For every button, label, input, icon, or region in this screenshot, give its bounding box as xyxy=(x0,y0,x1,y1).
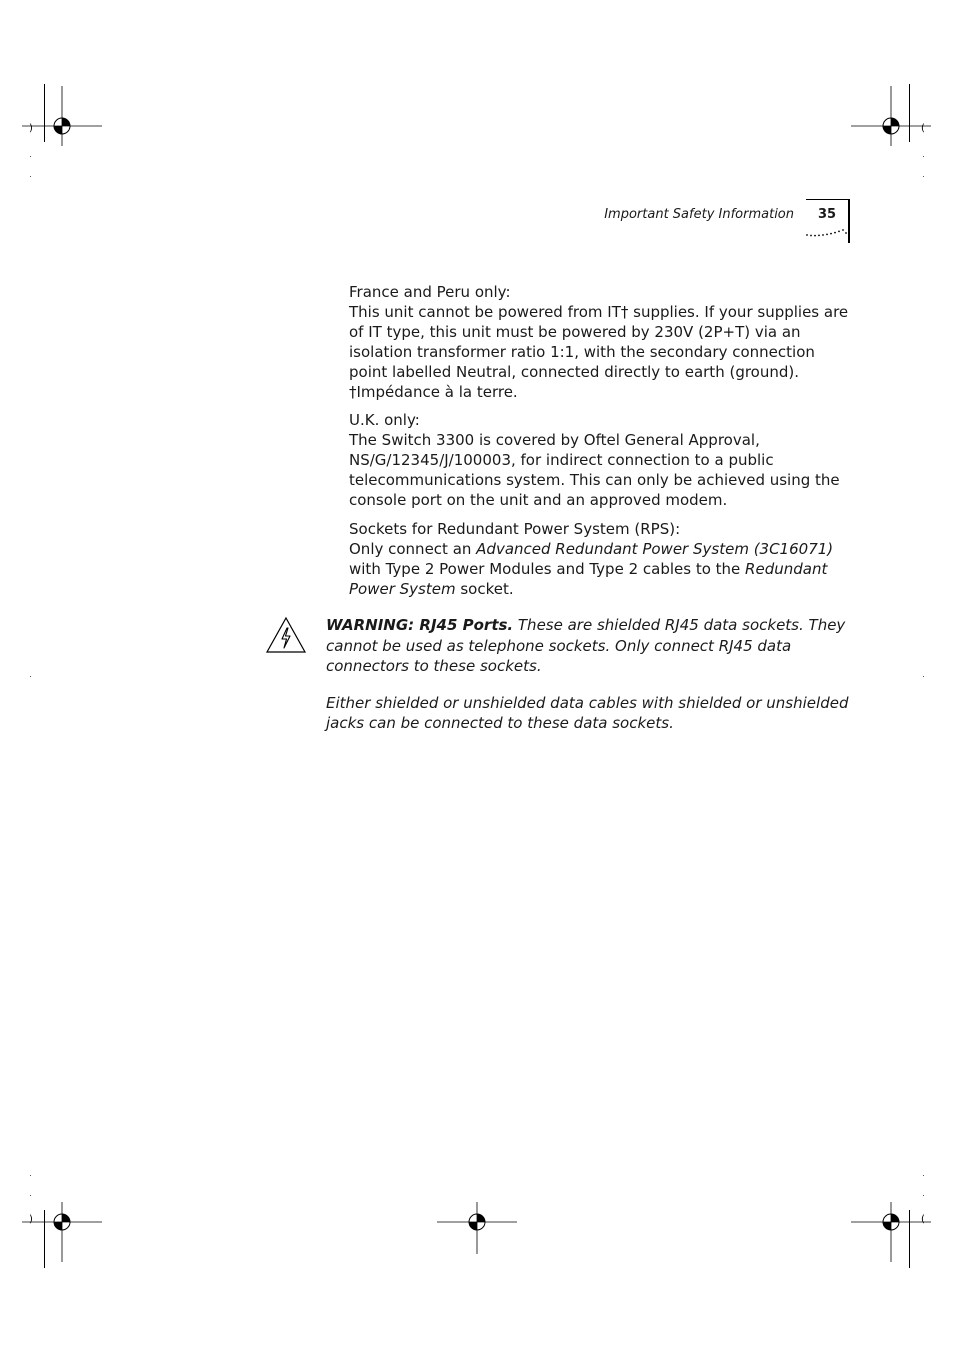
rps-text-2: with Type 2 Power Modules and Type 2 cables to the xyxy=(349,560,746,578)
warning-label: WARNING: RJ45 Ports. xyxy=(326,616,514,634)
uk-body: The Switch 3300 is covered by Oftel General Approval, NS/G/12345/J/100003, for indirect connection to a public telecommunications system. This can only be achieved using the console port on the unit and an approved modem. xyxy=(349,431,840,509)
warning-text xyxy=(326,615,856,677)
warning-body: These are shielded RJ45 data sockets. They cannot be used as telephone sockets. Only connect RJ45 data connectors to these sockets. xyxy=(326,616,846,675)
header-rule-horizontal xyxy=(806,199,850,200)
rps-body xyxy=(349,539,854,599)
rps-socket-name: Redundant Power System xyxy=(349,560,828,598)
rps-text-3: socket. xyxy=(455,580,514,598)
rps-notice xyxy=(349,519,854,599)
uk-notice xyxy=(349,410,854,510)
france-peru-notice xyxy=(349,282,854,402)
crop-brace-left-bottom: ) xyxy=(29,1214,33,1225)
registration-target-icon xyxy=(22,1182,102,1262)
france-peru-body: This unit cannot be powered from IT† supplies. If your supplies are of IT type, this unit must be powered by 230V (2P+T) via an isolation transformer ratio 1:1, with the secondary connection point labelled Neutral, connected directly to earth (ground). xyxy=(349,303,849,381)
crop-brace-right-bottom: ( xyxy=(921,1214,925,1225)
registration-target-icon xyxy=(437,1182,517,1262)
crop-brace-right: ( xyxy=(921,123,925,134)
uk-heading: U.K. only: xyxy=(349,411,420,429)
rps-product-name: Advanced Redundant Power System (3C16071) xyxy=(476,540,834,558)
registration-target-icon xyxy=(22,86,102,166)
rps-heading: Sockets for Redundant Power System (RPS): xyxy=(349,520,681,538)
rps-text-1: Only connect an xyxy=(349,540,477,558)
france-peru-footnote: †Impédance à la terre. xyxy=(349,383,518,401)
page-number: 35 xyxy=(818,207,837,222)
france-peru-heading: France and Peru only: xyxy=(349,283,511,301)
crop-brace-left: ) xyxy=(29,123,33,134)
electrical-hazard-icon xyxy=(265,616,307,654)
running-header-title: Important Safety Information xyxy=(604,207,794,222)
registration-target-icon xyxy=(851,1182,931,1262)
header-dotted-curve-icon xyxy=(806,226,850,238)
cables-note: Either shielded or unshielded data cables with shielded or unshielded jacks can be connected to these data sockets. xyxy=(326,694,849,732)
registration-target-icon xyxy=(851,86,931,166)
